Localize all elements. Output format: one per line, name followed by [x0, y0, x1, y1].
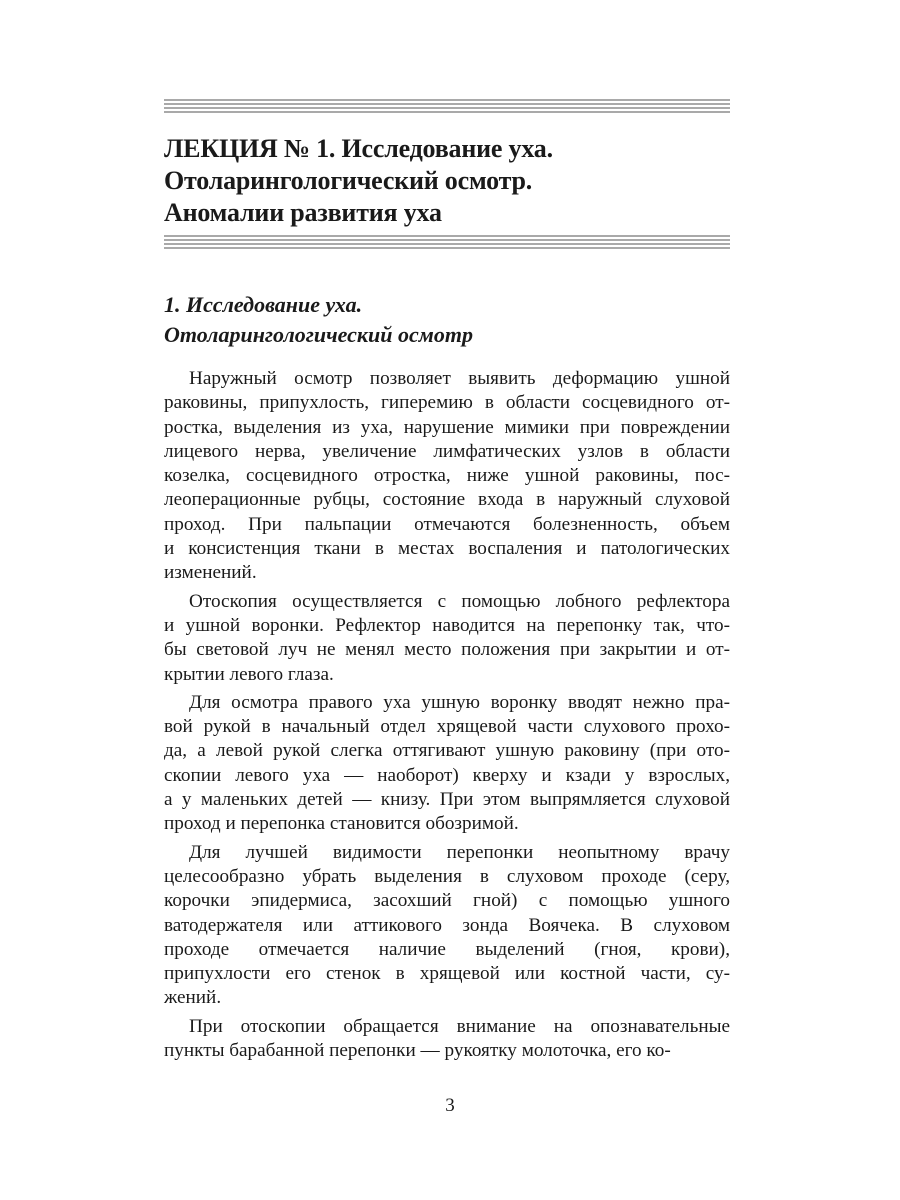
paragraph-line: При отоскопии обращается внимание на опознавательные — [189, 1015, 730, 1037]
paragraph-line: Для осмотра правого уха ушную воронку вводят нежно пра- — [189, 691, 730, 713]
rule-line — [164, 247, 730, 249]
rule-line — [164, 111, 730, 113]
rule-line — [164, 235, 730, 237]
rule-line — [164, 243, 730, 245]
paragraph-line: припухлости его стенок в хрящевой или костной части, су- — [164, 963, 730, 985]
paragraph-line: крытии левого глаза. — [164, 663, 334, 685]
rule-line — [164, 107, 730, 109]
chapter-title-line: ЛЕКЦИЯ № 1. Исследование уха. — [164, 134, 553, 163]
paragraph-line: леоперационные рубцы, состояние входа в наружный слуховой — [164, 489, 730, 511]
paragraph-line: бы световой луч не менял место положения при закрытии и от- — [164, 639, 730, 661]
paragraph-line: ватодержателя или аттикового зонда Воячека. В слуховом — [164, 914, 730, 936]
paragraph-line: проходе отмечается наличие выделений (гноя, крови), — [164, 938, 730, 960]
section-heading-line: Отоларингологический осмотр — [164, 322, 473, 347]
paragraph-line: корочки эпидермиса, засохший гной) с помощью ушного — [164, 890, 730, 912]
chapter-title-line: Отоларингологический осмотр. — [164, 166, 533, 195]
paragraph-line: козелка, сосцевидного отростка, ниже ушной раковины, пос- — [164, 465, 730, 487]
paragraph-line: и ушной воронки. Рефлектор наводится на перепонку так, что- — [164, 614, 730, 636]
paragraph-line: жений. — [164, 987, 222, 1009]
rule-line — [164, 103, 730, 105]
paragraph-line: скопии левого уха — наоборот) кверху и кзади у взрослых, — [164, 764, 730, 786]
paragraph-line: пункты барабанной перепонки — рукоятку молоточка, его ко- — [164, 1040, 671, 1062]
paragraph-line: да, а левой рукой слегка оттягивают ушную раковину (при ото- — [164, 740, 730, 762]
rule-line — [164, 99, 730, 101]
page-number: 3 — [445, 1095, 455, 1116]
top-rule-group — [164, 99, 730, 115]
section-heading — [164, 290, 744, 350]
chapter-title — [164, 133, 744, 229]
paragraph — [164, 691, 730, 837]
paragraph — [164, 1015, 730, 1064]
paragraph-line: ростка, выделения из уха, нарушение мимики при повреждении — [164, 416, 730, 438]
paragraph-line: и консистенция ткани в местах воспаления и патологических — [164, 538, 730, 560]
paragraph-line: изменений. — [164, 562, 257, 584]
paragraph-line: Наружный осмотр позволяет выявить деформацию ушной — [189, 368, 730, 389]
paragraph — [164, 841, 730, 1011]
section-heading-line: 1. Исследование уха. — [164, 292, 363, 317]
paragraph-line: проход. При пальпации отмечаются болезненность, объем — [164, 513, 730, 535]
paragraph-line: лицевого нерва, увеличение лимфатических узлов в области — [164, 440, 730, 462]
paragraph — [164, 590, 730, 687]
body-text — [164, 367, 730, 1067]
paragraph-line: а у маленьких детей — книзу. При этом выпрямляется слуховой — [164, 789, 730, 811]
paragraph-line: вой рукой в начальный отдел хрящевой части слухового прохо- — [164, 716, 730, 738]
paragraph-line: раковины, припухлость, гиперемию в области сосцевидного от- — [164, 392, 730, 414]
paragraph-line: целесообразно убрать выделения в слуховом проходе (серу, — [164, 865, 730, 887]
rule-line — [164, 239, 730, 241]
bottom-rule-group — [164, 235, 730, 251]
paragraph-line: Отоскопия осуществляется с помощью лобного рефлектора — [189, 590, 730, 612]
paragraph-line: проход и перепонка становится обозримой. — [164, 813, 519, 835]
chapter-title-line: Аномалии развития уха — [164, 198, 442, 227]
paragraph-line: Для лучшей видимости перепонки неопытному врачу — [189, 841, 730, 863]
paragraph — [164, 367, 730, 586]
